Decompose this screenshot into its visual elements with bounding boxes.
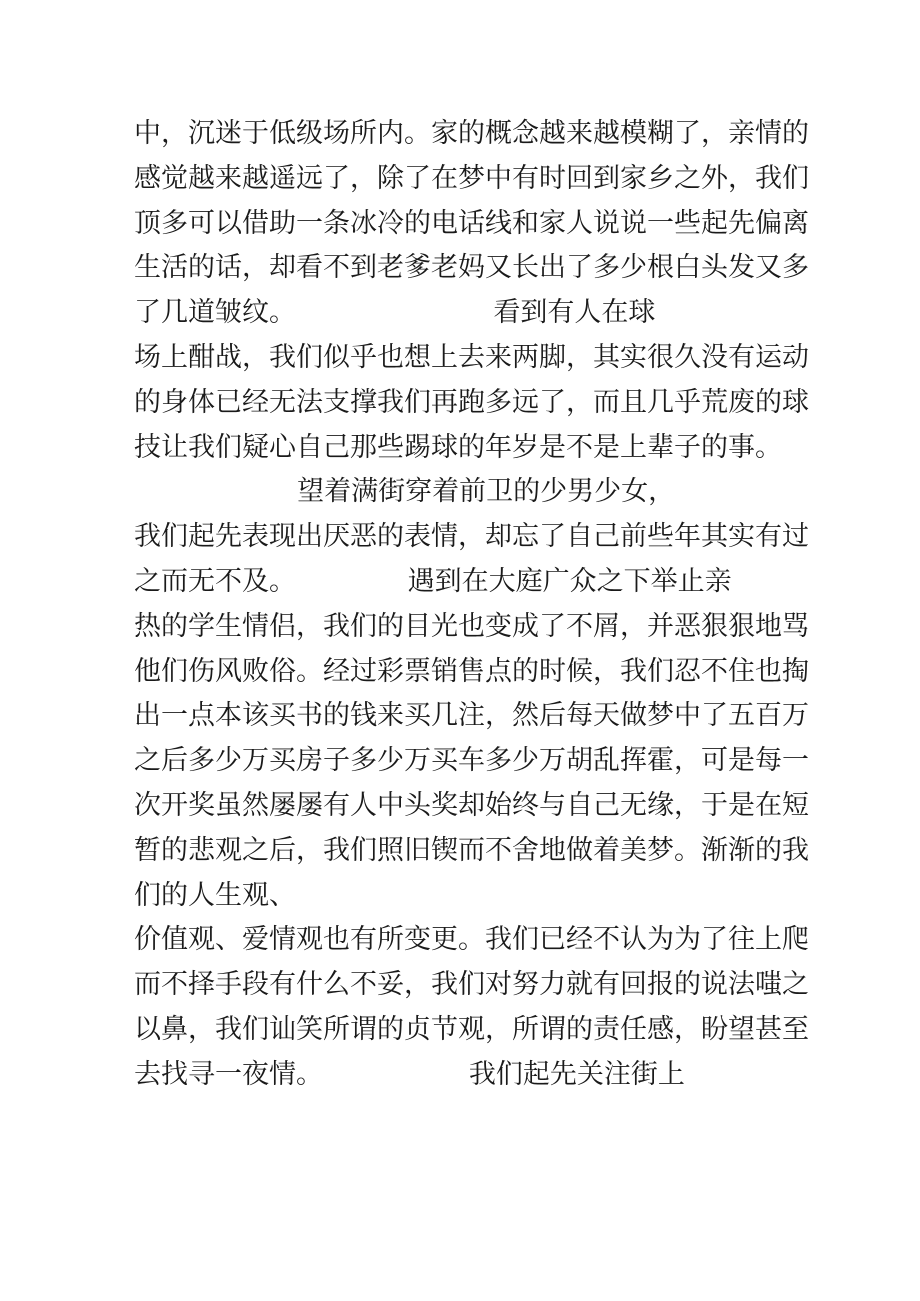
text-line: 望着满街穿着前卫的少男少女， — [134, 476, 676, 508]
text-line: 次开奖虽然屡屡有人中头奖却始终与自己无缘，于是在短 — [134, 789, 809, 821]
text-line: 以鼻，我们讪笑所谓的贞节观，所谓的责任感，盼望甚至 — [134, 1013, 809, 1045]
text-line: 中，沉迷于低级场所内。家的概念越来越模糊了，亲情的 — [134, 118, 809, 149]
text-line: 顶多可以借助一条冰冷的电话线和家人说说一些起先偏离 — [134, 207, 809, 239]
text-line: 的身体已经无法支撑我们再跑多远了，而且几乎荒废的球 — [134, 386, 809, 418]
text-line: 他们伤风败俗。经过彩票销售点的时候，我们忍不住也掏 — [134, 655, 809, 687]
text-line: 而不择手段有什么不妥，我们对努力就有回报的说法嗤之 — [134, 969, 809, 1001]
body-text — [134, 112, 809, 1098]
text-line: 了几道皱纹。 看到有人在球 — [134, 297, 656, 329]
text-line: 们的人生观、 — [134, 879, 296, 911]
text-line: 场上酣战，我们似乎也想上去来两脚，其实很久没有运动 — [134, 341, 809, 373]
text-line: 热的学生情侣，我们的目光也变成了不屑，并恶狠狠地骂 — [134, 610, 809, 642]
text-line: 之而无不及。 遇到在大庭广众之下举止亲 — [134, 565, 732, 597]
text-line: 出一点本该买书的钱来买几注，然后每天做梦中了五百万 — [134, 700, 809, 732]
text-line: 生活的话，却看不到老爹老妈又长出了多少根白头发又多 — [134, 252, 809, 284]
text-line: 技让我们疑心自己那些踢球的年岁是不是上辈子的事。 — [134, 431, 782, 463]
text-line: 我们起先表现出厌恶的表情，却忘了自己前些年其实有过 — [134, 521, 809, 553]
text-line: 暂的悲观之后，我们照旧锲而不舍地做着美梦。渐渐的我 — [134, 834, 809, 866]
text-line: 感觉越来越遥远了，除了在梦中有时回到家乡之外，我们 — [134, 162, 809, 194]
text-line: 去找寻一夜情。 我们起先关注街上 — [134, 1058, 685, 1090]
text-line: 之后多少万买房子多少万买车多少万胡乱挥霍，可是每一 — [134, 745, 809, 777]
text-line: 价值观、爱情观也有所变更。我们已经不认为为了往上爬 — [134, 924, 809, 956]
